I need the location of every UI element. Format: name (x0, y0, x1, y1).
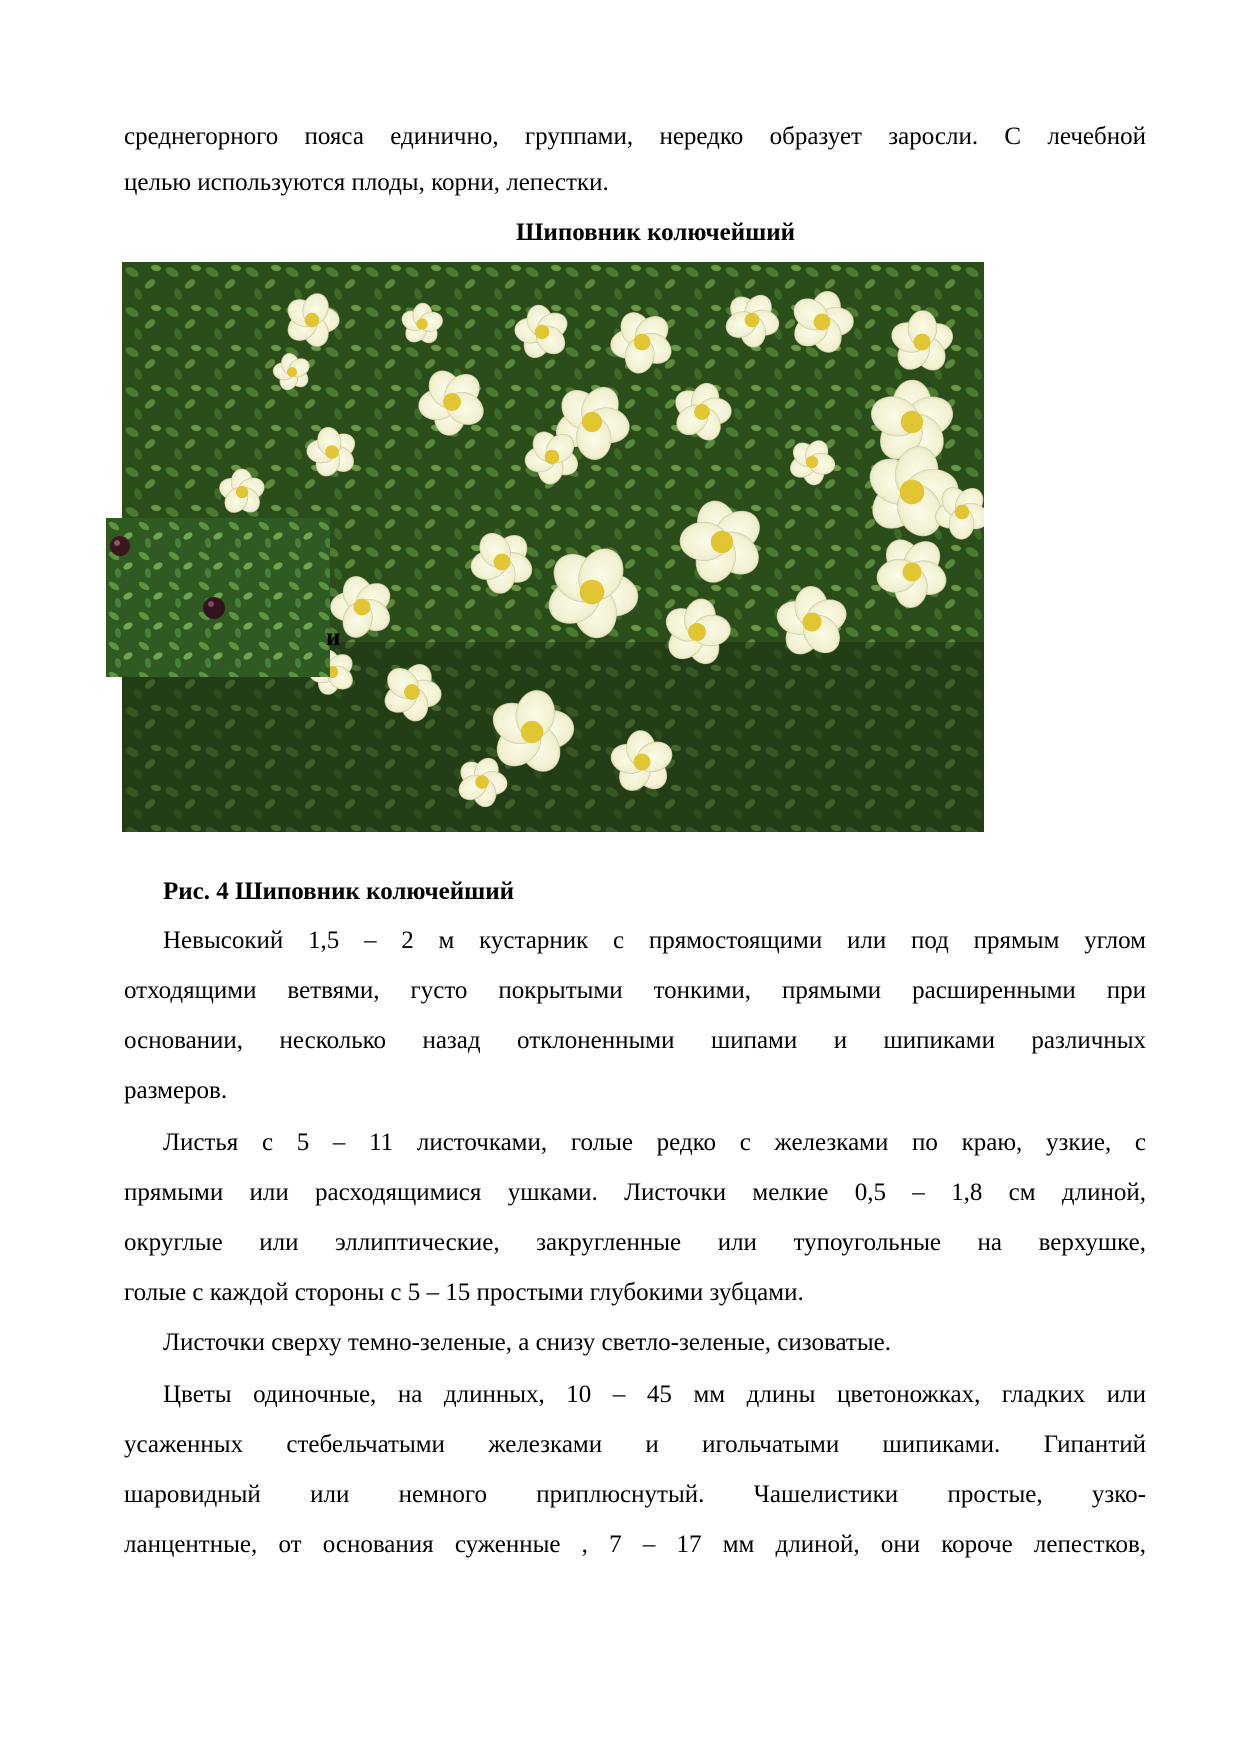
p2-line-3: округлые или эллиптические, закругленные или тупоугольные на верхушке, (124, 1229, 1146, 1256)
p3-line-1: Листочки сверху темно-зеленые, а снизу светло-зеленые, сизоватые. (163, 1329, 892, 1356)
intro-line-1: среднегорного пояса единично, группами, нередко образует заросли. С лечебной (124, 123, 1146, 150)
rosehip-berries-inset-photo (106, 518, 330, 677)
p4-line-3: шаровидный или немного приплюснутый. Чашелистики простые, узко- (124, 1481, 1146, 1508)
p4-line-2: усаженных стебельчатыми железками и игольчатыми шипиками. Гипантий (124, 1431, 1146, 1458)
figure-heading: Шиповник колючейший (515, 219, 796, 246)
p1-line-1: Невысокий 1,5 – 2 м кустарник с прямостоящими или под прямым углом (163, 927, 1146, 954)
figure-caption: Рис. 4 Шиповник колючейший (163, 878, 515, 905)
p2-line-4: голые с каждой стороны с 5 – 15 простыми глубокими зубцами. (124, 1279, 804, 1306)
intro-line-2: целью используются плоды, корни, лепестки. (124, 169, 609, 196)
p4-line-1: Цветы одиночные, на длинных, 10 – 45 мм длины цветоножках, гладких или (163, 1381, 1146, 1408)
p2-line-2: прямыми или расходящимися ушками. Листочки мелкие 0,5 – 1,8 см длиной, (124, 1179, 1146, 1206)
p1-line-3: основании, несколько назад отклоненными шипами и шипиками различных (124, 1027, 1146, 1054)
p2-line-1: Листья с 5 – 11 листочками, голые редко с железками по краю, узкие, с (163, 1129, 1146, 1156)
p4-line-4: ланцентные, от основания суженные , 7 – 17 мм длиной, они короче лепестков, (124, 1531, 1146, 1558)
p1-line-4: размеров. (124, 1077, 228, 1104)
p1-line-2: отходящими ветвями, густо покрытыми тонкими, прямыми расширенными при (124, 977, 1146, 1004)
overlapped-text-fragment: и (326, 624, 341, 651)
